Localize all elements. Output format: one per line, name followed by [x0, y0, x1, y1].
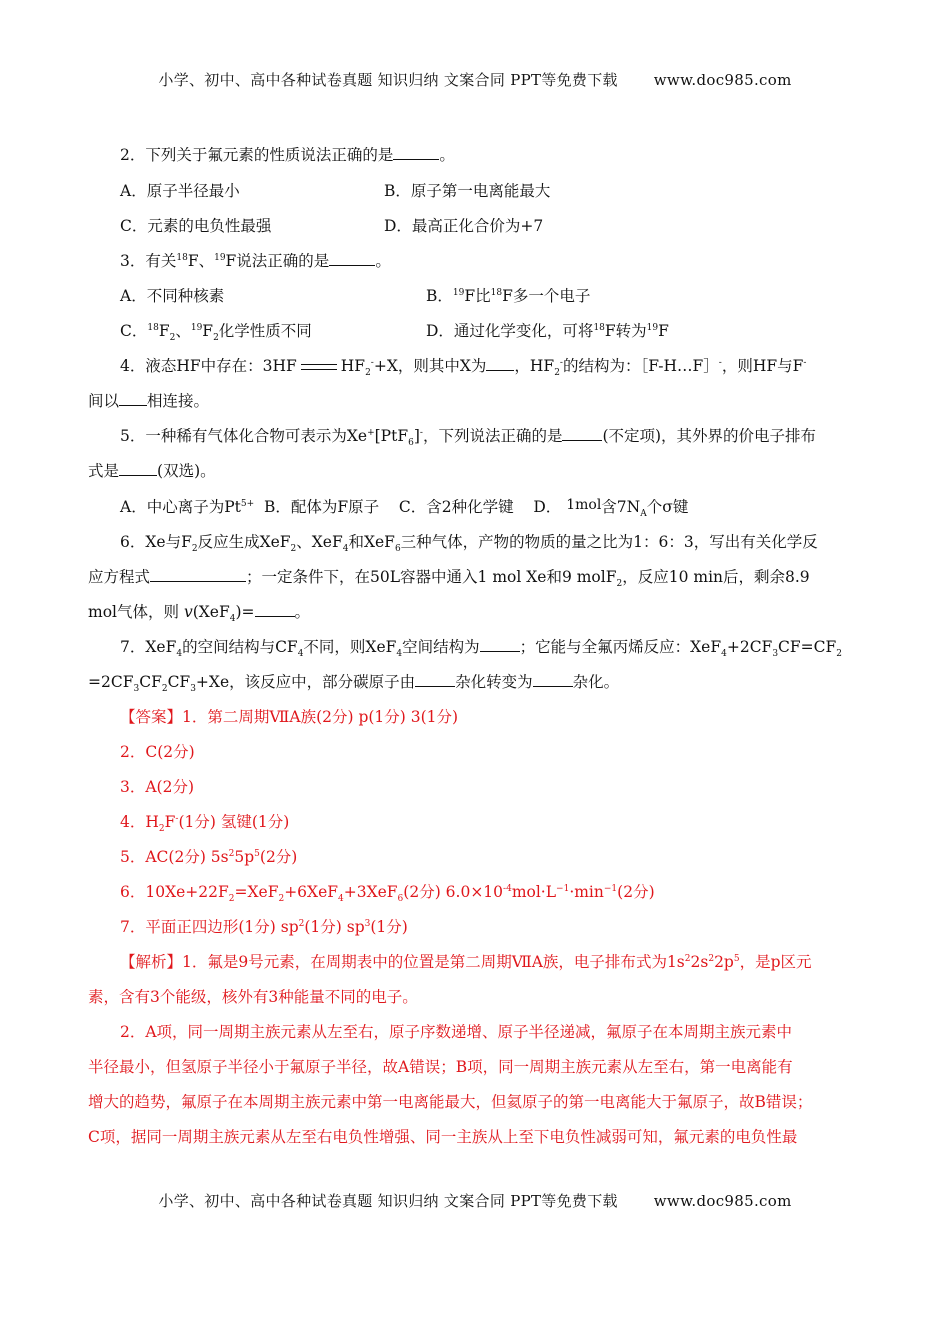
q3-stem: 3．有关$^{18}$F、$^{19}$F说法正确的是 。	[120, 252, 391, 270]
q5-options: A．中心离子为$Pt^{5+}$ B．配体为F原子 C．含2种化学键 D． 1mol含$7N_A$个σ键	[120, 497, 689, 520]
q7-line-2: $=2CF_3CF_2CF_3+Xe$，该反应中，部分碳原子由 杂化转变为 杂化。	[88, 673, 620, 695]
page-header	[0, 69, 950, 90]
q3-option-a: A．不同种核素	[120, 287, 225, 305]
q6-line-3: mol气体，则 v(XeF$_4$)= 。	[88, 603, 311, 625]
footer-text: 小学、初中、高中各种试卷真题 知识归纳 文案合同 PPT等免费下载	[158, 1192, 618, 1210]
q2-option-c: C．元素的电负性最强	[120, 217, 272, 235]
answer-2: 2．C(2分)	[120, 743, 195, 761]
page-footer	[0, 1190, 950, 1211]
header-text: 小学、初中、高中各种试卷真题 知识归纳 文案合同 PPT等免费下载	[158, 71, 618, 89]
answer-blank	[533, 672, 573, 687]
q7-line-1: 7．XeF$_4$的空间结构与$CF_4$不同，则XeF$_4$空间结构为 ；它能与全氟丙烯反应：$XeF_4+2CF_3CF=CF_2$	[120, 638, 842, 660]
header-site[interactable]: www.doc985.com	[653, 71, 792, 89]
analysis-2-line-2: 半径最小，但氢原子半径小于氟原子半径，故A错误；B项，同一周期主族元素从左至右，第一电离能有	[88, 1058, 793, 1076]
answer-blank	[480, 637, 520, 652]
q4-line-2: 间以 相连接。	[88, 392, 210, 410]
answer-blank	[415, 672, 455, 687]
q6-line-1: 6．Xe与$F_2$反应生成XeF$_2$、XeF$_4$和XeF$_6$三种气体，产物的物质的量之比为1：6：3，写出有关化学反	[120, 533, 818, 555]
q2-stem: 2．下列关于氟元素的性质说法正确的是 。	[120, 146, 455, 164]
answer-blank	[486, 356, 514, 371]
q5-line-1: 5．一种稀有气体化合物可表示为Xe+[PtF$_6$]-，下列说法正确的是 (不定项)，其外界的价电子排布	[120, 427, 817, 449]
answer-7: 7．平面正四边形(1分) $sp^2(1$分) $sp^3(1$分)	[120, 918, 408, 936]
analysis-2-line-3: 增大的趋势，氟原子在本周期主族元素中第一电离能最大，但氦原子的第一电离能大于氟原子，故B错误；	[88, 1093, 813, 1111]
answer-4: 4．$H_2F^-(1$分) 氢键(1分)	[120, 813, 290, 835]
analysis-2-line-1: 2．A项，同一周期主族元素从左至右，原子序数递增、原子半径递减，氟原子在本周期主族元素中	[120, 1023, 793, 1041]
answer-blank	[329, 251, 375, 266]
answer-blank	[255, 602, 295, 617]
q2-option-b: B．原子第一电离能最大	[384, 182, 551, 200]
q3-option-c: C．$^{18}F_2$、$^{19}F_2$化学性质不同	[120, 322, 312, 344]
answer-6: 6．$10Xe+22F_2=XeF_2+6XeF_4+3XeF_6(2$分) $6.0\times 10^{-4}mol\cdot L^{-1}\cdot\min^{-1}(2$分)	[120, 883, 655, 905]
q3-option-b: B．$^{19}$F比$^{18}$F多一个电子	[426, 287, 591, 305]
equilibrium-arrow-icon	[301, 362, 337, 372]
analysis-2-line-4: C项，据同一周期主族元素从左至右电负性增强、同一主族从上至下电负性减弱可知，氟元素的电负性最	[88, 1128, 798, 1146]
q4-line-1: 4．液态HF中存在：3HF $HF_2^-+X$，则其中X为 ，$HF_2^-$的结构为：［F-H…F］-，则HF与F-	[120, 357, 807, 379]
answer-blank	[150, 567, 246, 582]
answer-3: 3．A(2分)	[120, 778, 195, 796]
q3-option-d: D．通过化学变化，可将$^{18}$F转为$^{19}$F	[426, 322, 669, 340]
q6-line-2: 应方程式 ；一定条件下，在50L容器中通入1 mol Xe和9 molF$_2$，反应10 min后，剩余8.9	[88, 568, 810, 590]
answer-1: 【答案】1．第二周期ⅦA族(2分) p(1分) 3(1分)	[120, 708, 459, 726]
analysis-1-line-2: 素，含有3个能级，核外有3种能量不同的电子。	[88, 988, 418, 1006]
answer-label: 【答案】	[120, 708, 183, 726]
q5-line-2: 式是 (双选)。	[88, 462, 216, 480]
analysis-1-line-1: 【解析】1．氟是9号元素，在周期表中的位置是第二周期ⅦA族，电子排布式为$1s^22s^22p^5$，是p区元	[120, 953, 812, 971]
q2-option-a: A．原子半径最小	[120, 182, 240, 200]
answer-blank	[119, 391, 147, 406]
answer-blank	[562, 426, 602, 441]
answer-5: 5．AC(2分) $5s^25p^5(2$分)	[120, 848, 298, 866]
analysis-label: 【解析】	[120, 953, 183, 971]
answer-blank	[119, 461, 157, 476]
answer-blank	[393, 145, 439, 160]
q2-option-d: D．最高正化合价为+7	[384, 217, 544, 235]
footer-site[interactable]: www.doc985.com	[653, 1192, 792, 1210]
